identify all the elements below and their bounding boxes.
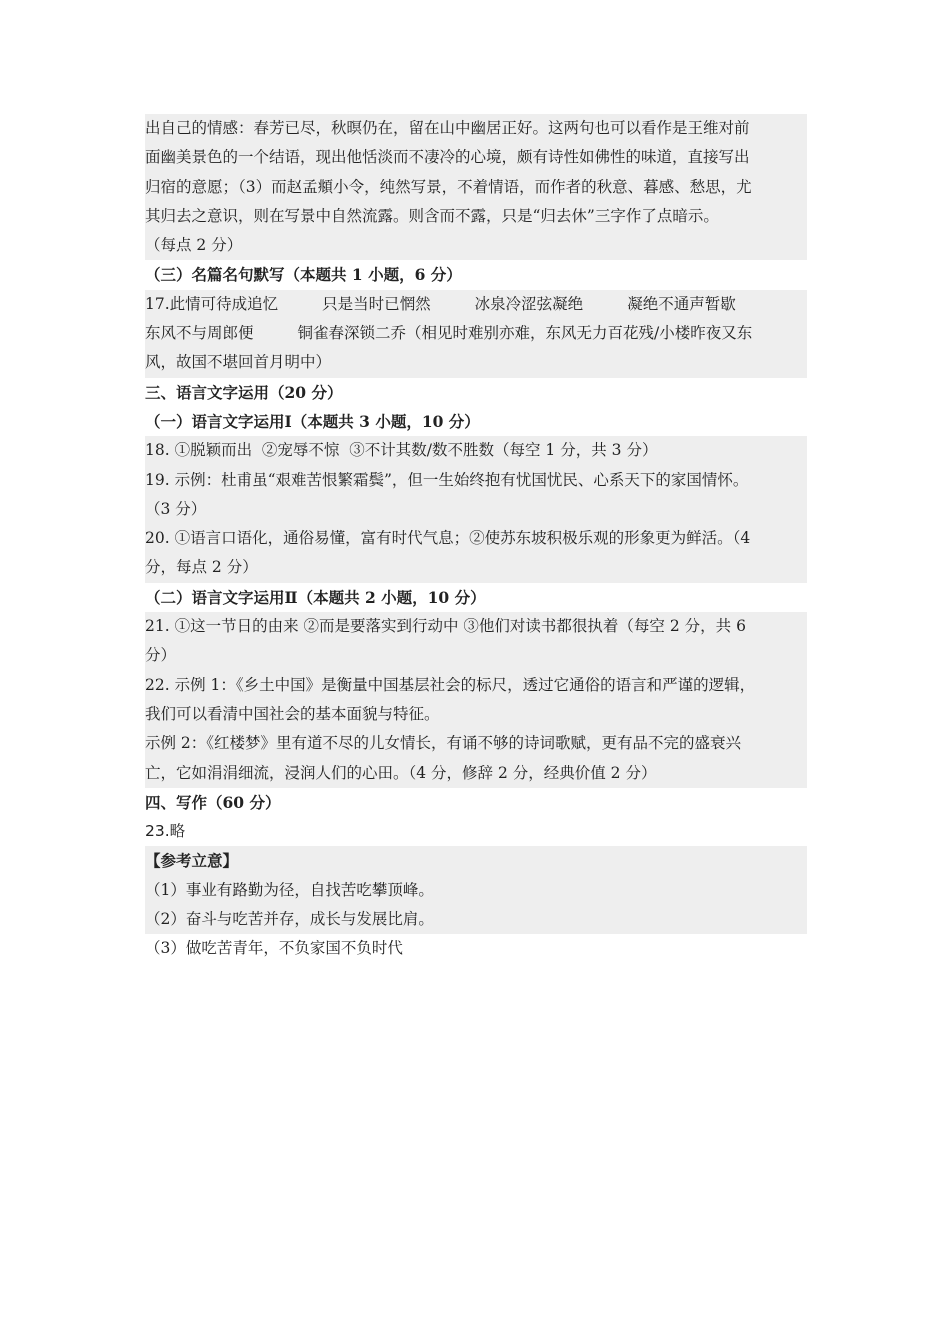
- q17-answer: 铜雀春深锁二乔（相见时难别亦难，东风无力百花残/小楼昨夜又东: [297, 324, 753, 343]
- q21-answer: 分）: [145, 641, 807, 670]
- q23-answer: 23.略: [145, 822, 186, 841]
- analysis-line: 出自己的情感：春芳已尽，秋暝仍在，留在山中幽居正好。这两句也可以看作是王维对前: [145, 114, 807, 143]
- q20-answer: 20. ①语言口语化，通俗易懂，富有时代气息；②使苏东坡积极乐观的形象更为鲜活。（4: [145, 524, 807, 553]
- q20-answer: 分，每点 2 分）: [145, 553, 807, 582]
- reference-heading: 【参考立意】: [145, 846, 807, 875]
- reference-item: （3）做吃苦青年，不负家国不负时代: [145, 939, 403, 958]
- q21-answer: 21. ①这一节日的由来 ②而是要落实到行动中 ③他们对读书都很执着（每空 2 分，共 6: [145, 612, 807, 641]
- q22-answer: 我们可以看清中国社会的基本面貌与特征。: [145, 700, 807, 729]
- q17-answer: 17.此情可待成追忆: [145, 294, 279, 313]
- q19-answer: 19. 示例：杜甫虽“艰难苦恨繁霜鬓”，但一生始终抱有忧国忧民、心系天下的家国情怀。: [145, 466, 807, 495]
- q22-answer: 22. 示例 1：《乡土中国》是衡量中国基层社会的标尺，透过它通俗的语言和严谨的逻辑，: [145, 671, 807, 700]
- q17-line-2: [145, 319, 807, 348]
- analysis-line: 其归去之意识，则在写景中自然流露。则含而不露，只是“归去休”三字作了点暗示。: [145, 202, 807, 231]
- q19-answer: （3 分）: [145, 495, 807, 524]
- reference-item: （1）事业有路勤为径，自找苦吃攀顶峰。: [145, 876, 807, 905]
- part3-heading: 三、语言文字运用（20 分）: [145, 382, 343, 402]
- q17-line-3: 风，故国不堪回首月明中）: [145, 348, 807, 377]
- q17-line-1: [145, 290, 807, 319]
- q22-answer: 亡，它如涓涓细流，浸润人们的心田。（4 分，修辞 2 分，经典价值 2 分）: [145, 759, 807, 788]
- part3-sub2-heading: （二）语言文字运用Ⅱ（本题共 2 小题，10 分）: [145, 587, 486, 607]
- answer-content: [145, 114, 807, 964]
- analysis-line: 面幽美景色的一个结语，现出他恬淡而不凄冷的心境，颇有诗性如佛性的味道，直接写出: [145, 143, 807, 172]
- part4-heading: 四、写作（60 分）: [145, 792, 281, 812]
- q18-answer: 18. ①脱颖而出 ②宠辱不惊 ③不计其数/数不胜数（每空 1 分，共 3 分）: [145, 436, 807, 465]
- reference-item: （2）奋斗与吃苦并存，成长与发展比肩。: [145, 905, 807, 934]
- q17-answer: 凝绝不通声暂歇: [627, 294, 736, 313]
- q17-answer: 东风不与周郎便: [145, 324, 254, 343]
- q17-answer: 只是当时已惘然: [322, 294, 431, 313]
- part3-sub1-heading: （一）语言文字运用Ⅰ（本题共 3 小题，10 分）: [145, 411, 480, 431]
- q17-answer: 冰泉冷涩弦凝绝: [474, 294, 584, 313]
- section-heading-recitation: （三）名篇名句默写（本题共 1 小题，6 分）: [145, 265, 462, 285]
- analysis-line: 归宿的意愿；（3）而赵孟頫小令，纯然写景，不着情语，而作者的秋意、暮感、愁思，尤: [145, 173, 807, 202]
- q22-answer: 示例 2：《红楼梦》里有道不尽的儿女情长，有诵不够的诗词歌赋，更有品不完的盛衰兴: [145, 729, 807, 758]
- analysis-line: （每点 2 分）: [145, 231, 807, 260]
